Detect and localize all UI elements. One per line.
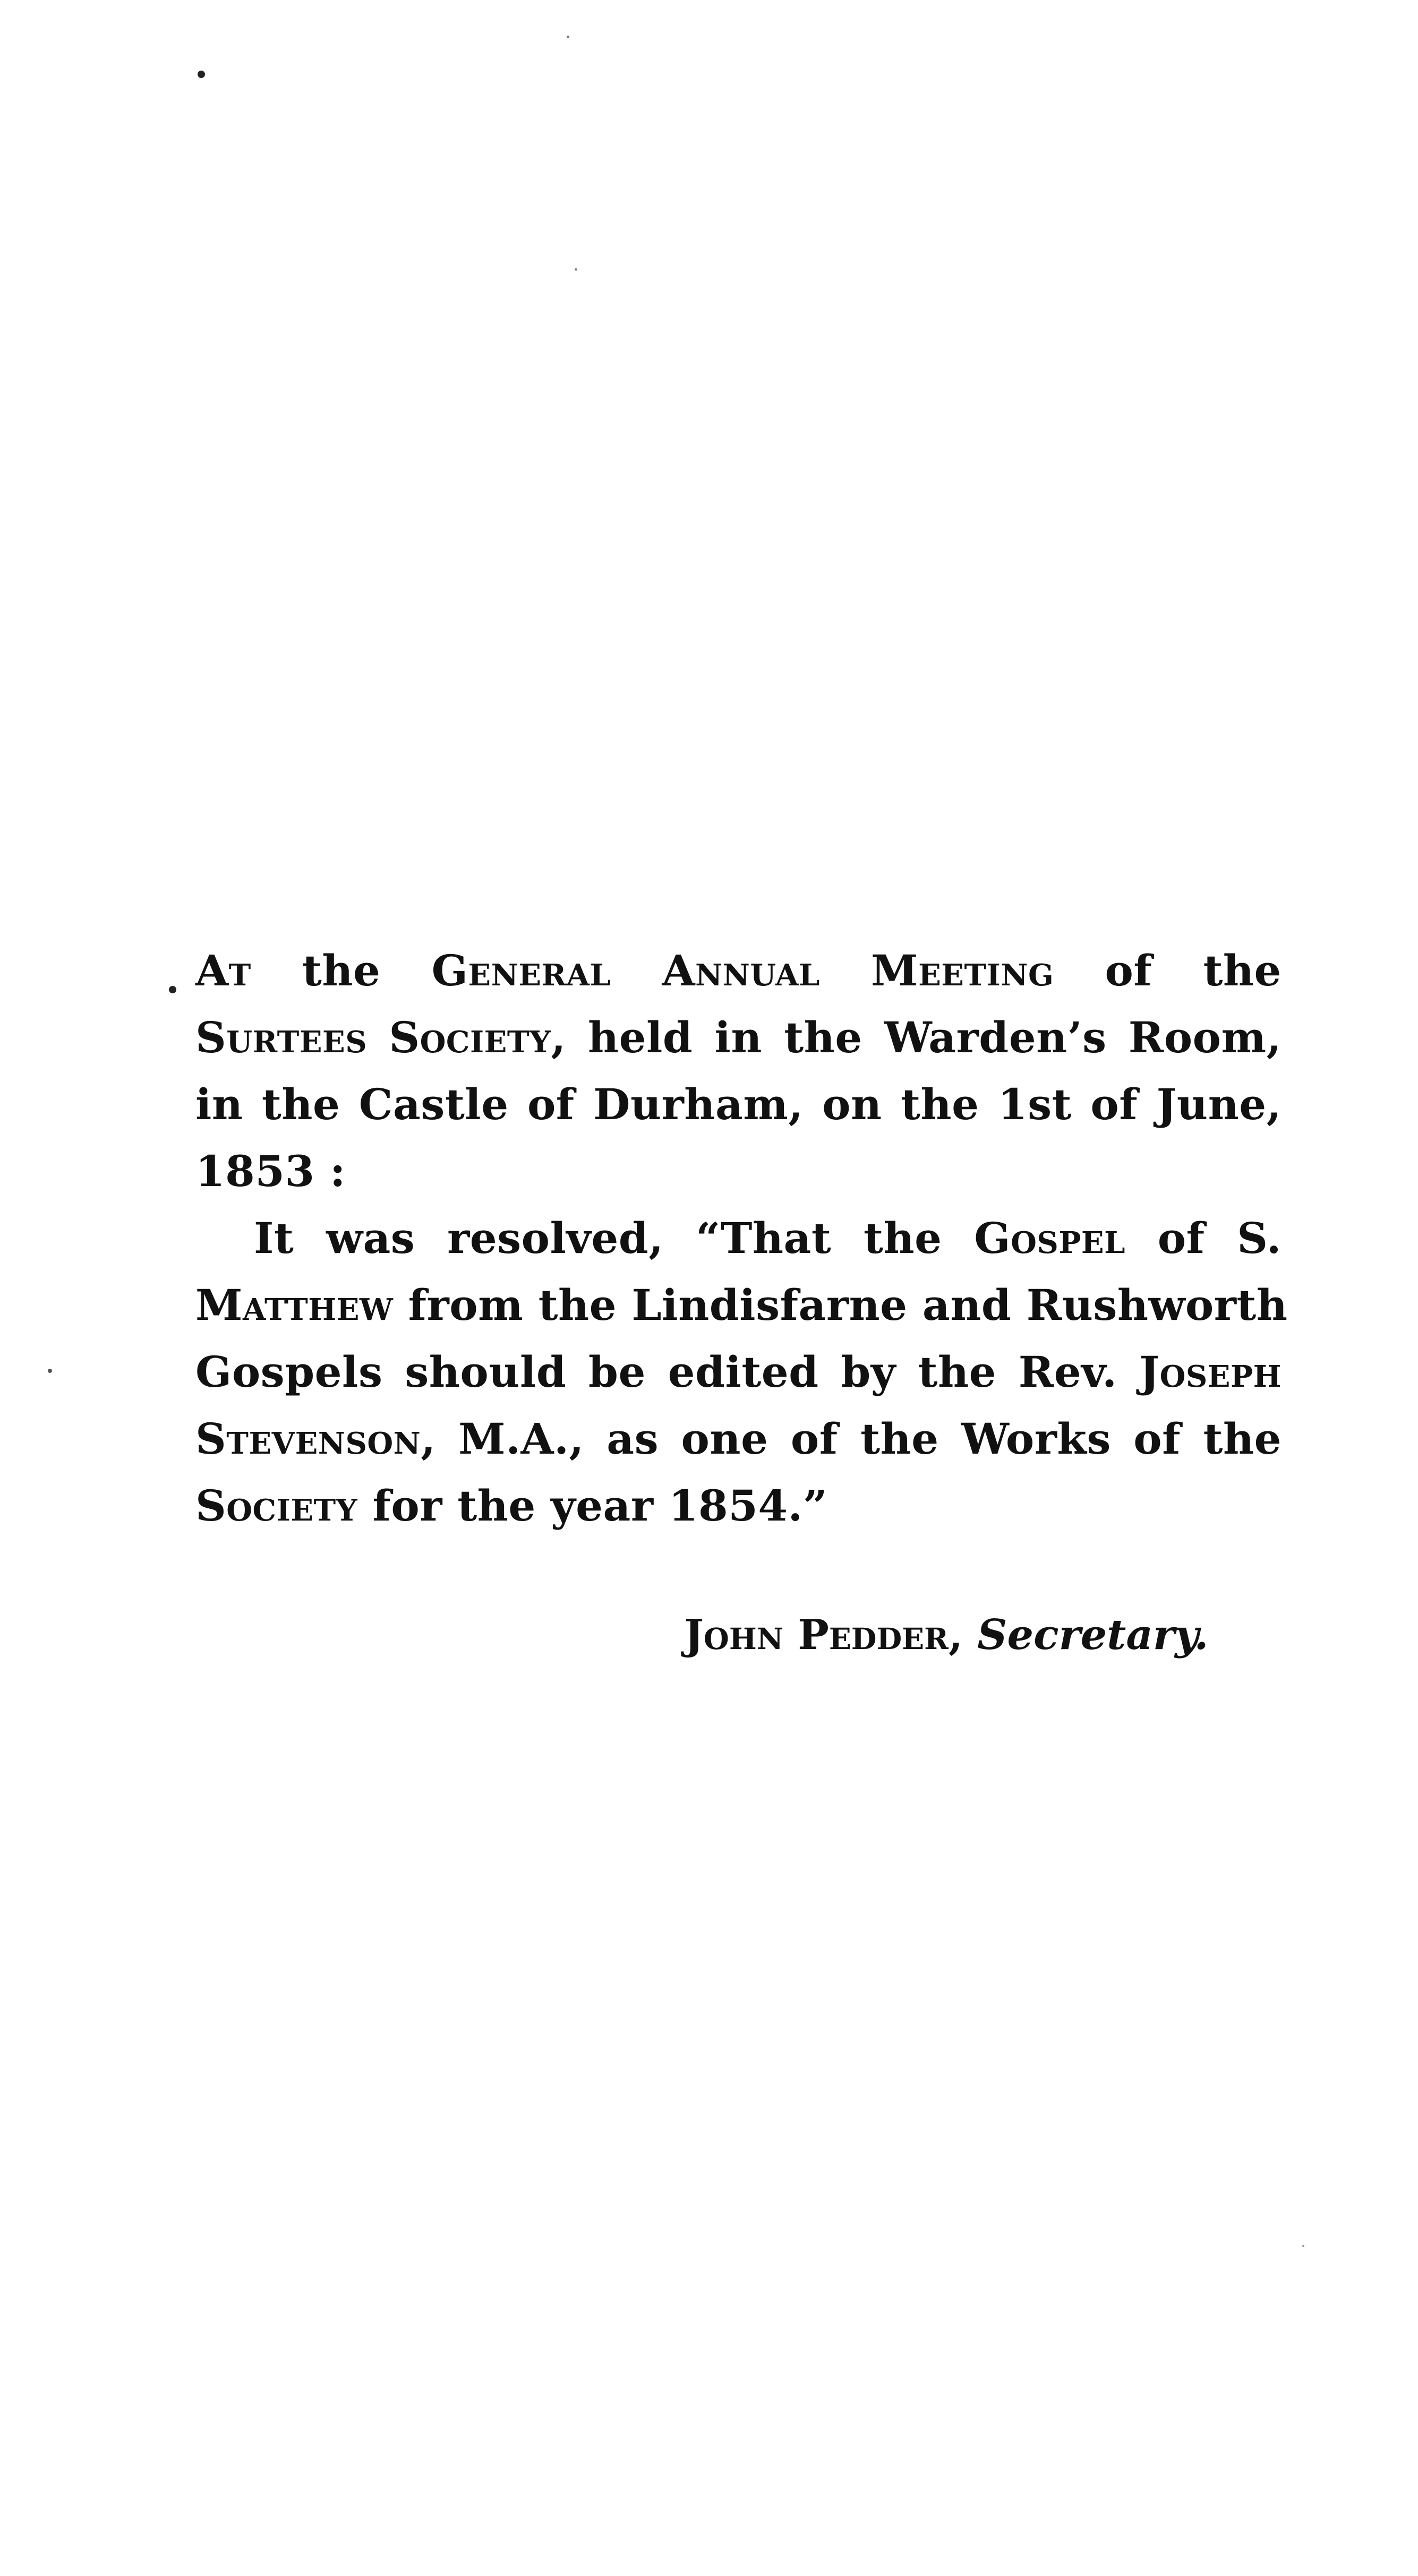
word-society: Society: [389, 1012, 551, 1062]
secretary-signature: [684, 1609, 1209, 1662]
signature-separator: ,: [948, 1611, 963, 1659]
text-line: [195, 1004, 1282, 1071]
meeting-resolution: [195, 937, 1288, 1539]
text-line: 1853 :: [195, 1146, 346, 1196]
word-surtees: Surtees: [195, 1012, 368, 1062]
word-joseph: Joseph: [1139, 1347, 1282, 1397]
word: the: [1203, 946, 1282, 995]
print-speck: [1302, 2245, 1304, 2247]
word-society: Society: [195, 1481, 358, 1531]
text-line: [195, 937, 1282, 1004]
text-line: [195, 1338, 1282, 1405]
text-run: of S.: [1157, 1213, 1282, 1263]
text-run: from the Lindisfarne and Rushworth: [408, 1280, 1288, 1330]
text-run: , held in the Warden’s Room,: [551, 1012, 1282, 1062]
word-general: General: [431, 946, 611, 995]
print-speck: [567, 36, 569, 38]
signatory-title: Secretary.: [977, 1611, 1209, 1659]
word-meeting: Meeting: [871, 946, 1054, 995]
print-speck: [198, 71, 205, 78]
signatory-name: John Pedder: [684, 1611, 949, 1659]
word: of: [1105, 946, 1152, 995]
word-stevenson: Stevenson: [195, 1414, 421, 1464]
resolution-paragraph: [195, 1205, 1288, 1539]
text-line: [195, 1205, 1282, 1272]
text-run: , M.A., as one of the Works of the: [421, 1414, 1282, 1464]
print-speck: [575, 268, 577, 271]
meeting-paragraph: [195, 937, 1282, 1205]
text-line: [195, 1405, 1282, 1472]
word-at: At: [195, 946, 251, 995]
text-line: [195, 1272, 1288, 1338]
text-run: for the year 1854.”: [372, 1481, 828, 1531]
word: the: [302, 946, 381, 995]
text-line: [195, 1472, 1282, 1539]
word-gospel: Gospel: [974, 1213, 1125, 1263]
print-speck: [169, 986, 176, 993]
text-run: Gospels should be edited by the Rev.: [195, 1347, 1117, 1397]
word-matthew: Matthew: [195, 1280, 394, 1330]
word-annual: Annual: [662, 946, 820, 995]
print-speck: [48, 1369, 52, 1373]
text-line: in the Castle of Durham, on the 1st of June,: [195, 1079, 1282, 1129]
text-run: It was resolved, “That the: [254, 1213, 942, 1263]
